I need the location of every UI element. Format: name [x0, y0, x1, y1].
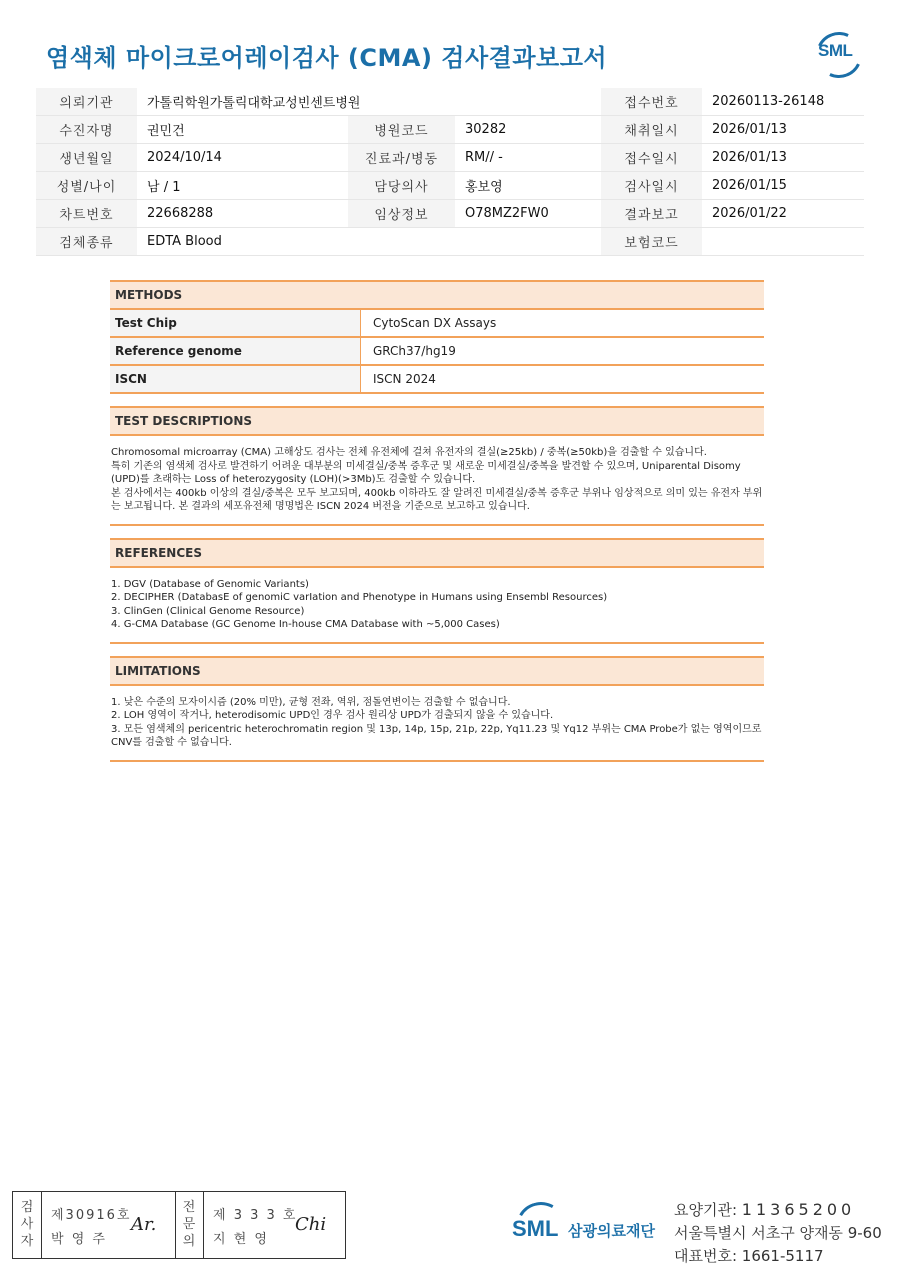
info-value: 홍보영: [455, 172, 601, 200]
info-row: [36, 144, 864, 172]
info-label: 접수번호: [601, 88, 702, 116]
description-line: Chromosomal microarray (CMA) 고해상도 검사는 전체 유전체에 걸쳐 유전자의 결실(≥25kb) / 중복(≥50kb)을 검출할 수 있습니다.: [111, 447, 707, 458]
info-label: 진료과/병동: [348, 144, 455, 172]
info-value: 2026/01/13: [702, 144, 864, 172]
info-value: 남 / 1: [137, 172, 348, 200]
info-label: 검사일시: [601, 172, 702, 200]
examiner-label: 검사자: [20, 1200, 34, 1249]
method-value: GRCh37/hg19: [361, 337, 765, 365]
limitations-heading: LIMITATIONS: [110, 656, 764, 686]
info-value: 2026/01/22: [702, 200, 864, 228]
sml-logo: [810, 30, 866, 76]
description-line: 본 검사에서는 400kb 이상의 결실/중복은 모두 보고되며, 400kb 이하라도 잘 알려진 미세결실/중복 증후군 부위나 임상적으로 의미 있는 유전자 부위는 보고됩니다. 본 결과의 세포유전체 명명법은 ISCN 2024 버전을 기준으로 보고하고 있습니다.: [111, 487, 763, 512]
info-label: 병원코드: [348, 116, 455, 144]
info-label: 보험코드: [601, 228, 702, 256]
info-label: 성별/나이: [36, 172, 137, 200]
info-row: [36, 172, 864, 200]
specialist-name: 지 현 영: [213, 1232, 269, 1247]
examiner-signature: Ar.: [131, 1214, 157, 1235]
specialist-label: 전문의: [182, 1200, 196, 1249]
info-label: 검체종류: [36, 228, 137, 256]
method-key: Reference genome: [110, 337, 361, 365]
info-row: [36, 88, 864, 116]
references-text: [110, 568, 764, 644]
info-label: 의뢰기관: [36, 88, 137, 116]
phone-number: 1661-5117: [741, 1247, 824, 1265]
descriptions-heading: TEST DESCRIPTIONS: [110, 406, 764, 436]
info-row: [36, 200, 864, 228]
reference-line: 4. G-CMA Database (GC Genome In-house CMA Database with ~5,000 Cases): [111, 619, 500, 630]
limitation-line: 2. LOH 영역이 작거나, heterodisomic UPD인 경우 검사 원리상 UPD가 검출되지 않을 수 있습니다.: [111, 710, 554, 721]
info-label: 차트번호: [36, 200, 137, 228]
table-row: [110, 337, 764, 365]
method-key: Test Chip: [110, 310, 361, 337]
info-label: 임상정보: [348, 200, 455, 228]
table-row: [110, 310, 764, 337]
foundation-name: 삼광의료재단: [568, 1222, 655, 1240]
info-label: 채취일시: [601, 116, 702, 144]
references-heading: REFERENCES: [110, 538, 764, 568]
info-label: 결과보고: [601, 200, 702, 228]
info-value: 2026/01/13: [702, 116, 864, 144]
signature-stamp-box: [12, 1191, 346, 1259]
foundation-logo: [512, 1200, 662, 1256]
address: 서울특별시 서초구 양재동 9-60: [674, 1224, 882, 1242]
info-value: 가톨릭학원가톨릭대학교성빈센트병원: [137, 88, 601, 116]
specialist-signature: Chi: [295, 1214, 327, 1235]
info-value: 22668288: [137, 200, 348, 228]
report-title: 염색체 마이크로어레이검사 (CMA) 검사결과보고서: [46, 44, 608, 72]
info-label: 생년월일: [36, 144, 137, 172]
info-value: EDTA Blood: [137, 228, 601, 256]
info-value: 30282: [455, 116, 601, 144]
report-body: [110, 280, 764, 762]
info-value: 20260113-26148: [702, 88, 864, 116]
methods-heading: METHODS: [110, 280, 764, 310]
info-value: 2026/01/15: [702, 172, 864, 200]
phone-line: [674, 1245, 882, 1268]
descriptions-text: [110, 436, 764, 526]
info-value: RM// -: [455, 144, 601, 172]
info-row: [36, 228, 864, 256]
footer-logo-text: SML: [512, 1216, 559, 1241]
method-value: ISCN 2024: [361, 365, 765, 393]
reference-line: 1. DGV (Database of Genomic Variants): [111, 578, 309, 590]
logo-text: SML: [818, 41, 853, 60]
info-label: 접수일시: [601, 144, 702, 172]
institution-number: 11365200: [741, 1200, 856, 1219]
info-label: 담당의사: [348, 172, 455, 200]
limitations-text: [110, 686, 764, 762]
institution-line: [674, 1198, 882, 1222]
method-key: ISCN: [110, 365, 361, 393]
institution-label: 요양기관:: [674, 1201, 738, 1219]
reference-line: 3. ClinGen (Clinical Genome Resource): [111, 605, 305, 617]
info-value: 2024/10/14: [137, 144, 348, 172]
info-value: O78MZ2FW0: [455, 200, 601, 228]
specialist-license: 제 3 3 3 호: [213, 1208, 298, 1223]
methods-table: [110, 310, 764, 394]
limitation-line: 1. 낮은 수준의 모자이시즘 (20% 미만), 균형 전좌, 역위, 점돌연변이는 검출할 수 없습니다.: [111, 696, 511, 708]
table-row: [110, 365, 764, 393]
reference-line: 2. DECIPHER (DatabasE of genomiC varIation and Phenotype in Humans using Ensembl Resources): [111, 592, 608, 603]
info-row: [36, 116, 864, 144]
info-value: [702, 228, 864, 256]
limitation-line: 3. 모든 염색체의 pericentric heterochromatin region 및 13p, 14p, 15p, 21p, 22p, Yq11.23 및 Yq12 부위는 CMA Probe가 없는 영역이므로 CNV를 검출할 수 없습니다.: [111, 723, 762, 748]
foundation-info: [674, 1198, 882, 1268]
phone-label: 대표번호:: [674, 1247, 738, 1265]
info-value: 권민건: [137, 116, 348, 144]
examiner-license: 제30916호: [51, 1208, 132, 1223]
examiner-name: 박 영 주: [51, 1232, 107, 1247]
description-line: 특히 기존의 염색체 검사로 발견하기 어려운 대부분의 미세결실/중복 증후군 및 새로운 미세결실/중복을 발견할 수 있으며, Uniparental Disomy (UPD)를 초래하는 Loss of heterozygosity (LOH)(>3Mb)도 검출할 수 있습니다.: [111, 460, 741, 485]
method-value: CytoScan DX Assays: [361, 310, 765, 337]
patient-info-table: [36, 88, 864, 256]
info-label: 수진자명: [36, 116, 137, 144]
